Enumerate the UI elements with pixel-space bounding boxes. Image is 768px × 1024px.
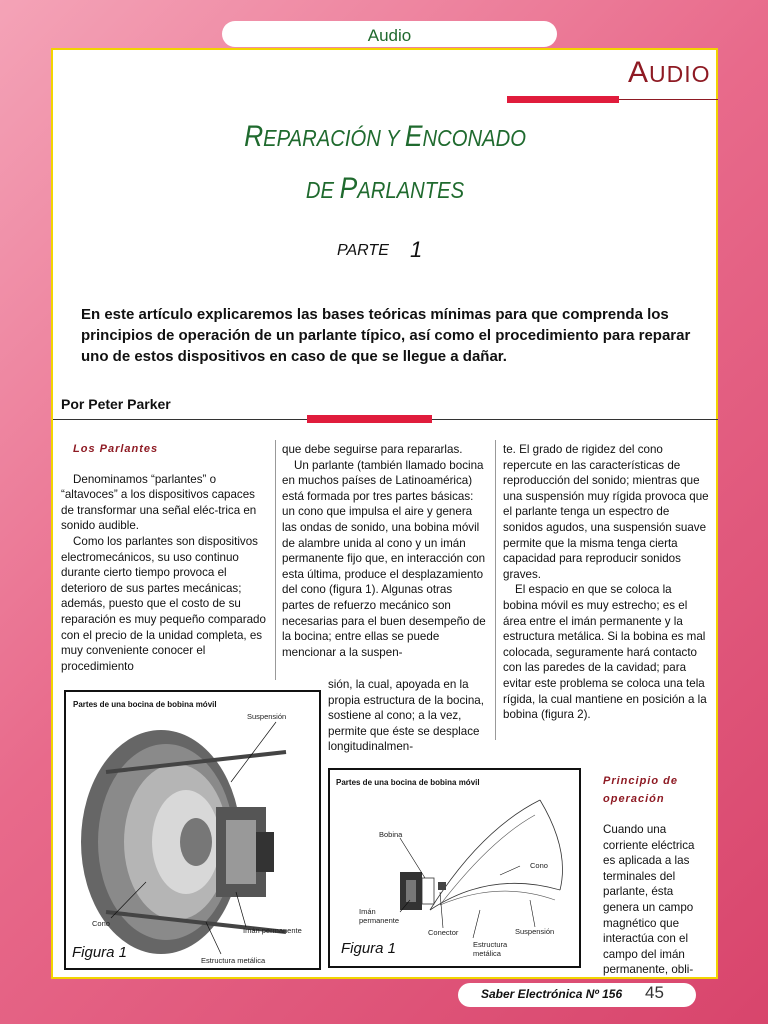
label-suspension: Suspensión xyxy=(515,927,555,936)
figure-1 xyxy=(64,690,321,970)
label-frame: Estructura metálica xyxy=(473,940,508,958)
label-coil: Bobina xyxy=(379,830,403,839)
author: Por Peter Parker xyxy=(61,396,171,412)
part-label: PARTE xyxy=(337,242,389,259)
paragraph: El espacio en que se coloca la bobina móvil es muy estrecho; es el área entre el imán permanente y la estructura metálica. Si la bobina es mal colocada, seguramente hará contacto con las paredes de la cavidad; para evitar este problema se coloca una tela rígida, la cual mantiene en posición a la bobina (figura 2). xyxy=(503,583,707,722)
figure-2 xyxy=(328,768,581,968)
column-divider xyxy=(275,440,276,680)
part-number: 1 xyxy=(410,237,423,262)
article-title-line2: DE PARLANTES xyxy=(305,172,465,205)
paragraph: Un parlante (también llamado bocina en muchos países de Latinoamérica) está formada por tres partes básicas: un cono que impulsa el aire y genera las ondas de sonido, una bobina móvil de alambre unida al cono y un imán permanente fijo que, en interacción con esta última, produce el desplazamiento del cono (figura 1). Algunas otras partes de refuerzo mecánico son necesarias para el buen desempeño de la bocina; entre ellas se puede mencionar a la suspen- xyxy=(282,458,486,659)
subhead: Principio de operación xyxy=(603,775,678,805)
label-suspension: Suspensión xyxy=(247,712,287,721)
figure-title: Partes de una bocina de bobina móvil xyxy=(73,700,217,709)
intro-paragraph: En este artículo explicaremos las bases teóricas mínimas para que comprenda los principios de operación de un parlante típico, así como el procedimiento para reparar uno de estos dispositivos en caso de que se llegue a dañar. xyxy=(81,306,691,365)
page-number: 45 xyxy=(645,983,664,1002)
column-3 xyxy=(503,442,709,723)
label-magnet: Imán permanente xyxy=(243,926,302,935)
label-frame: Estructura metálica xyxy=(201,956,266,965)
figure-caption: Figura 1 xyxy=(341,940,397,957)
paragraph: sión, la cual, apoyada en la propia estructura de la bocina, sostiene al cono; a la vez, permite que éste se desplace longitudinalmen- xyxy=(328,678,484,754)
accent-bar xyxy=(307,415,432,423)
column-2 xyxy=(282,442,486,660)
column-3-continued xyxy=(603,772,703,978)
paragraph: te. El grado de rigidez del cono repercute en las características de reproducción del sonido; mientras que una suspensión muy rígida provoca que el parlante tenga un espectro de sonidos agudos, una suspensión suave permite que la misma tenga cierta capacidad para reproducir sonidos graves. xyxy=(503,443,709,581)
paragraph: que debe seguirse para repararlas. xyxy=(282,443,463,456)
paragraph: Como los parlantes son dispositivos electromecánicos, su uso continuo durante cierto tiempo provoca el deterioro de sus partes mecánicas; además, puesto que el costo de su reparación es muy pequeño comparado con el precio de la unidad completa, es muy conveniente conocer el procedimiento xyxy=(61,534,266,673)
paragraph: Cuando una corriente eléctrica es aplicada a las terminales del parlante, ésta genera un campo magnético que interactúa con el campo del imán permanente, obli- xyxy=(603,823,695,977)
label-cone: Cono xyxy=(530,861,548,870)
paragraph: Denominamos “parlantes” o “altavoces” a los dispositivos capaces de transformar una señal eléc-trica en sonido audible. xyxy=(61,472,257,533)
figure-caption: Figura 1 xyxy=(72,944,128,961)
figure-title: Partes de una bocina de bobina móvil xyxy=(336,778,480,787)
section-tab: Audio xyxy=(222,21,557,47)
subhead: Los Parlantes xyxy=(73,443,159,455)
label-magnet: Imán permanente xyxy=(359,907,400,925)
label-connector: Conector xyxy=(428,928,459,937)
section-title: AUDIO xyxy=(628,56,711,89)
label-cone: Cono xyxy=(92,919,110,928)
magazine-name: Saber Electrónica Nº 156 xyxy=(481,987,623,1001)
column-divider xyxy=(495,440,496,740)
accent-bar xyxy=(507,96,619,103)
column-2-continued xyxy=(328,677,486,755)
article-title-line1: REPARACIÓN Y ENCONADO xyxy=(244,120,526,153)
column-1 xyxy=(61,442,267,674)
